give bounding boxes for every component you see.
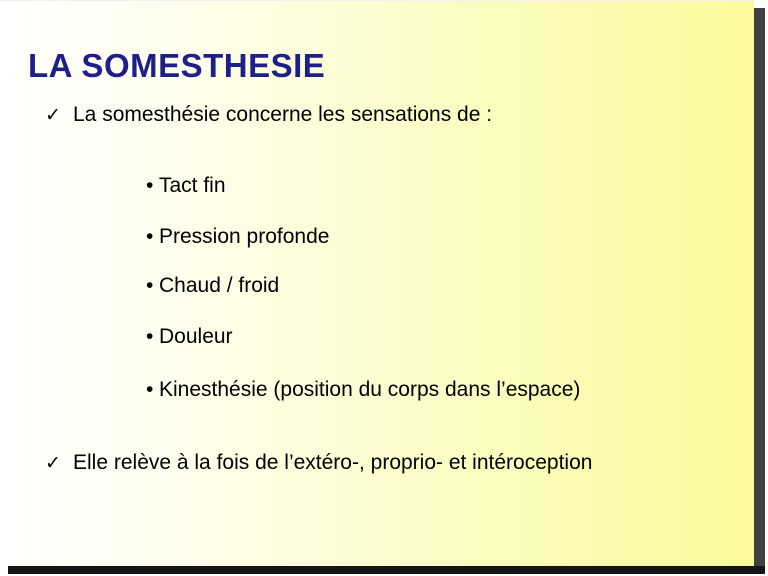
list-item-text: Douleur: [159, 325, 233, 348]
checkmark-icon: ✓: [45, 105, 61, 126]
bullet-icon: •: [146, 274, 154, 297]
list-item-text: Chaud / froid: [159, 274, 280, 297]
list-item-text: Tact fin: [159, 174, 226, 197]
bullet-icon: •: [146, 225, 154, 248]
list-item-text: Pression profonde: [159, 225, 330, 248]
intro-text: La somesthésie concerne les sensations de :: [73, 103, 493, 126]
bullet-icon: •: [146, 325, 154, 348]
list-item: [146, 325, 233, 349]
slide-drop-shadow-right: [754, 8, 765, 574]
checkmark-icon: ✓: [45, 453, 61, 474]
bullet-icon: •: [146, 174, 154, 197]
slide-drop-shadow-bottom: [8, 566, 765, 574]
intro-line: [45, 103, 492, 127]
outro-text: Elle relève à la fois de l’extéro-, proprio- et intéroception: [73, 451, 593, 474]
list-item: [146, 225, 329, 249]
list-item: [146, 274, 279, 298]
list-item-text: Kinesthésie (position du corps dans l’espace): [159, 378, 581, 401]
outro-line: [45, 451, 592, 475]
list-item: [146, 174, 226, 198]
bullet-icon: •: [146, 378, 154, 401]
slide-title: LA SOMESTHESIE: [28, 47, 326, 85]
list-item: [146, 378, 580, 402]
